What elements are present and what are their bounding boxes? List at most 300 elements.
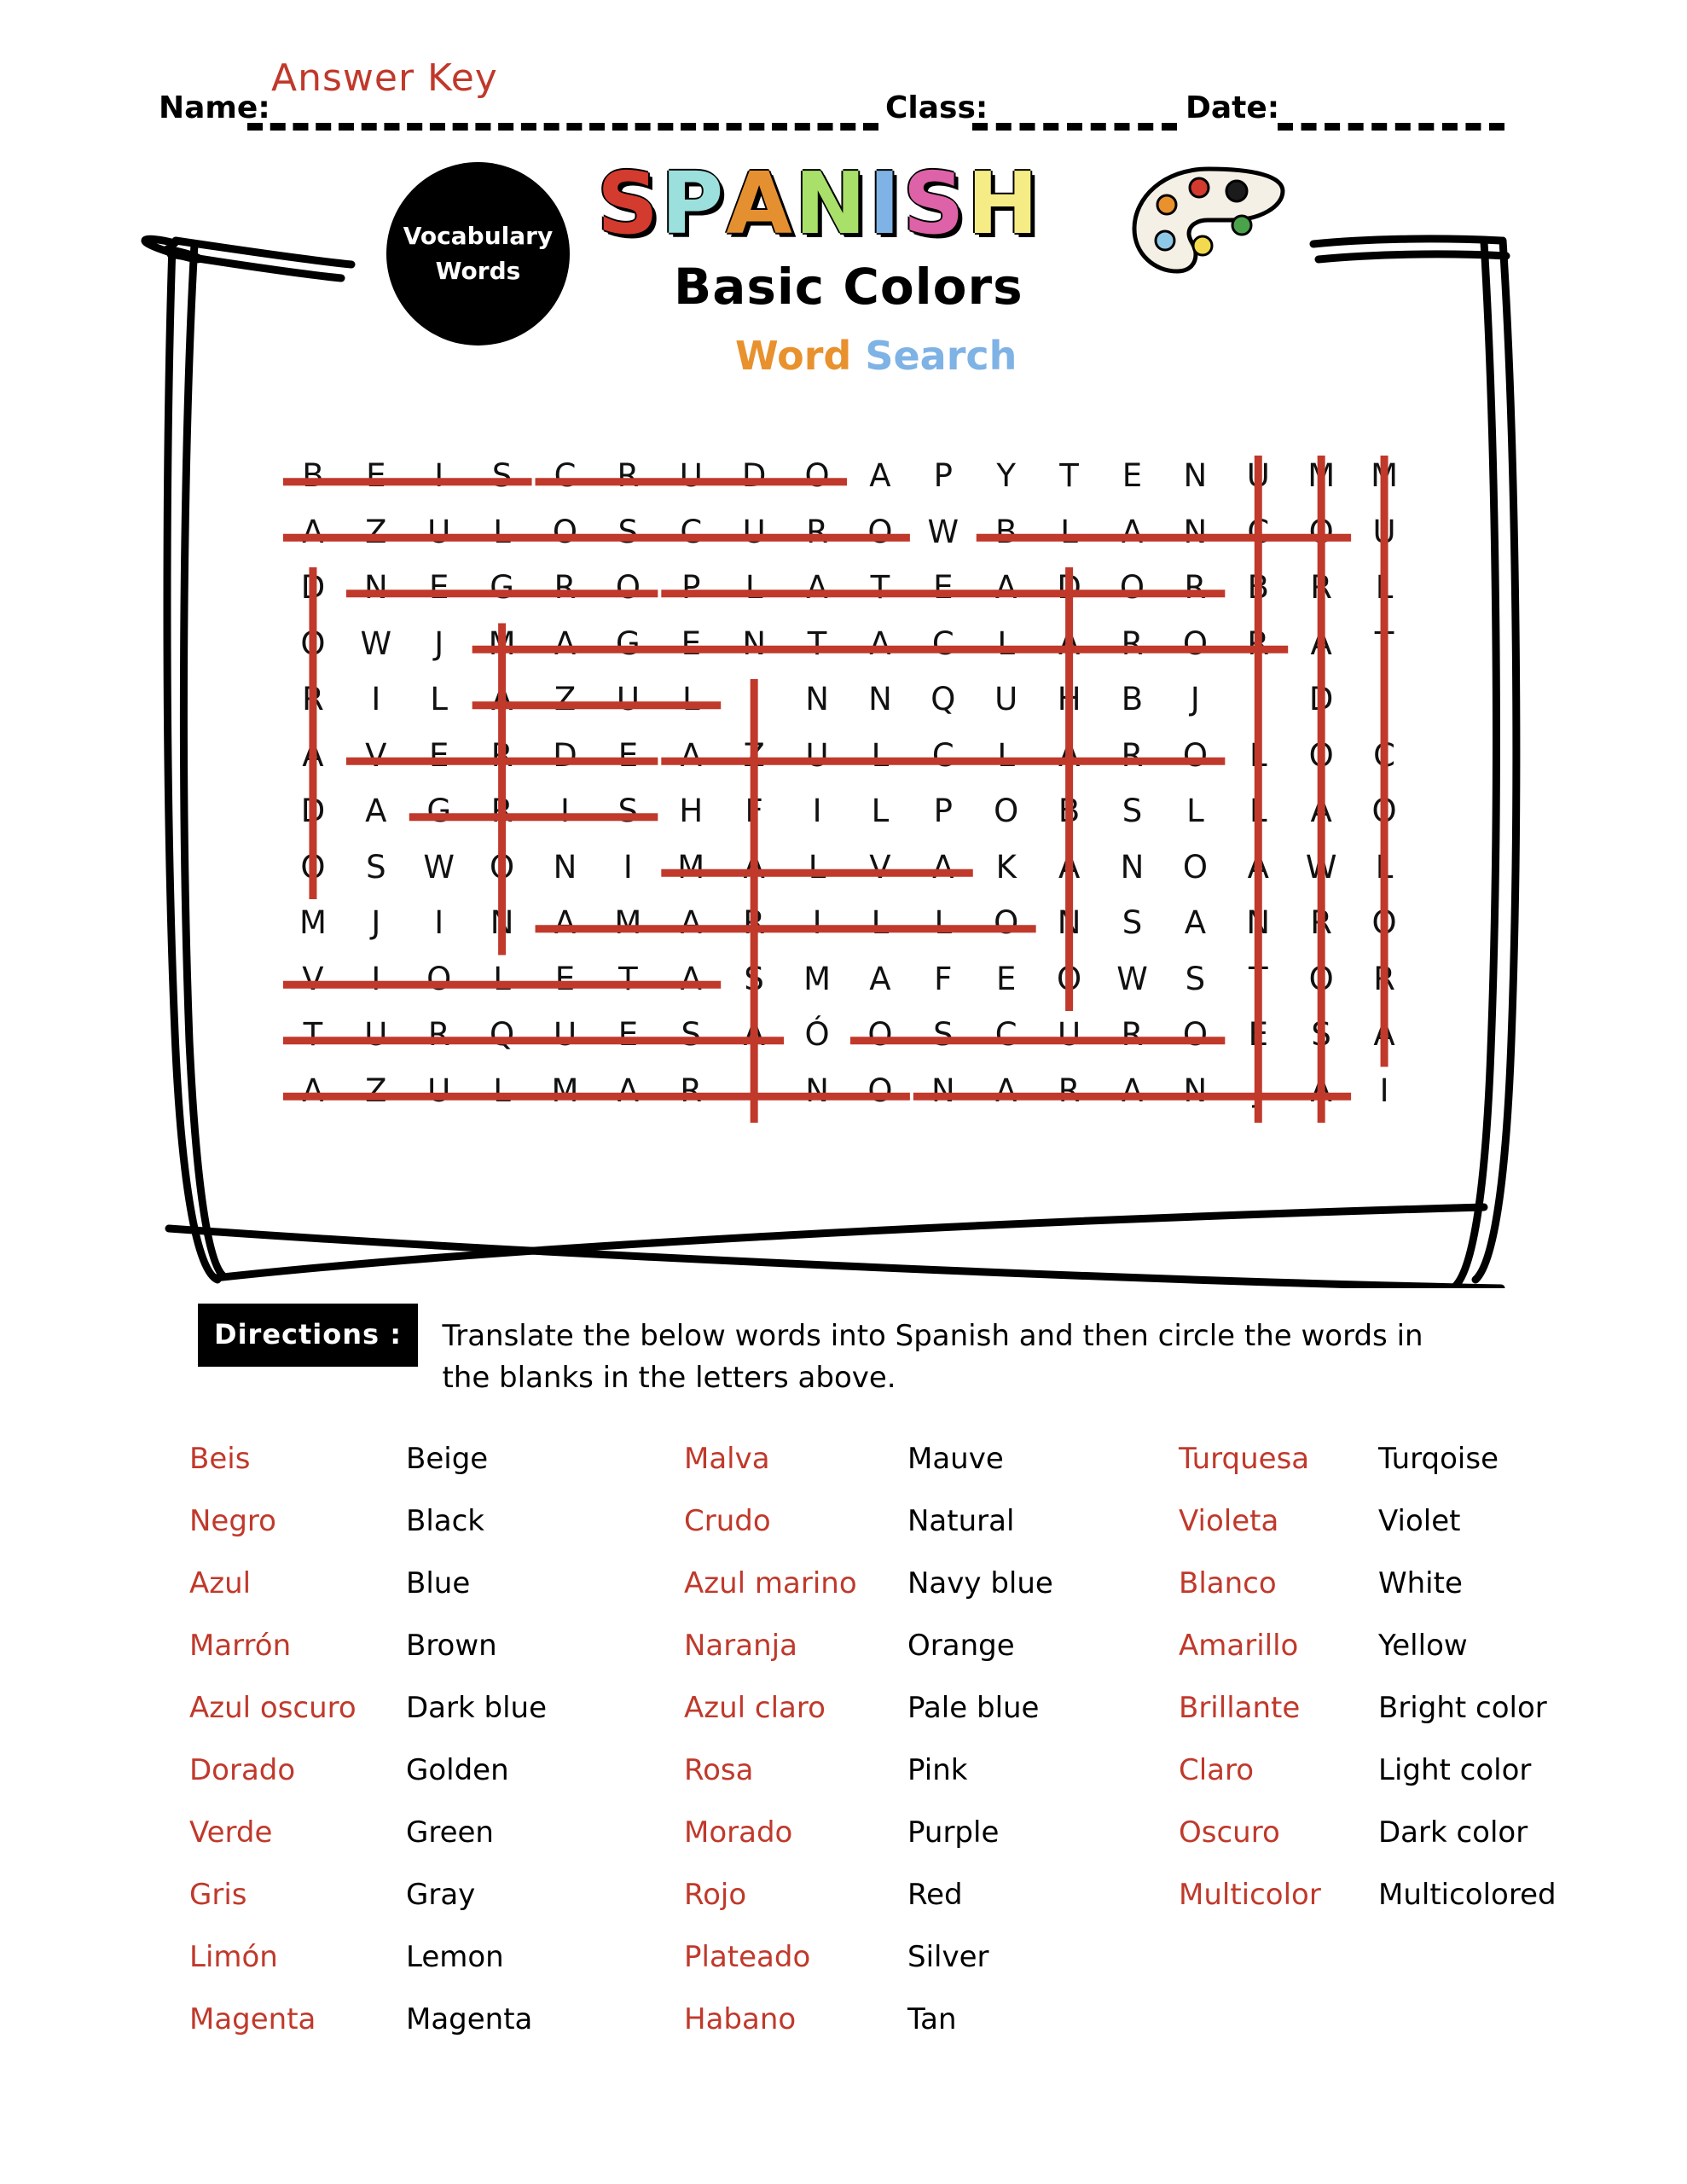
grid-cell-r11-c4[interactable]: M xyxy=(551,1072,579,1109)
answer-key-annotation: Answer Key xyxy=(271,56,498,100)
grid-cell-r7-c11[interactable]: K xyxy=(995,848,1017,886)
grid-cell-r4-c13[interactable]: B xyxy=(1121,681,1144,718)
grid-cell-r11-c2[interactable]: U xyxy=(427,1072,451,1109)
wordlist-spanish-answer: Plateado xyxy=(684,1940,811,1974)
grid-cell-r1-c9[interactable]: O xyxy=(867,513,893,550)
grid-cell-r6-c9[interactable]: L xyxy=(871,793,890,830)
grid-cell-r2-c11[interactable]: A xyxy=(995,569,1017,607)
grid-cell-r2-c8[interactable]: A xyxy=(806,569,828,607)
grid-cell-r4-c6[interactable]: L xyxy=(681,681,700,718)
wordlist-spanish-answer: Dorado xyxy=(189,1753,296,1787)
subtitle-basic-colors: Basic Colors xyxy=(674,258,1023,316)
grid-cell-r7-c8[interactable]: L xyxy=(808,848,826,886)
wordlist-row xyxy=(189,1878,684,1940)
grid-cell-r4-c2[interactable]: L xyxy=(430,681,449,718)
grid-cell-r2-c10[interactable]: E xyxy=(933,569,954,607)
grid-cell-r3-c9[interactable]: A xyxy=(869,624,891,662)
grid-cell-r10-c4[interactable]: U xyxy=(553,1016,577,1054)
grid-cell-r9-c8[interactable]: M xyxy=(803,960,832,997)
spanish-letter-6: H xyxy=(966,154,1041,253)
grid-cell-r7-c7[interactable]: A xyxy=(743,848,765,886)
wordlist-row xyxy=(684,1442,1179,1504)
spanish-letter-4: I xyxy=(868,154,903,253)
grid-cell-r10-c8[interactable]: Ó xyxy=(804,1016,830,1054)
wordlist-english-prompt: Brown xyxy=(406,1629,497,1663)
grid-cell-r1-c14[interactable]: N xyxy=(1183,513,1208,550)
grid-cell-r7-c2[interactable]: W xyxy=(423,848,455,886)
grid-cell-r3-c2[interactable]: J xyxy=(434,624,444,662)
wordlist-row xyxy=(189,1815,684,1878)
grid-cell-r10-c2[interactable]: R xyxy=(427,1016,450,1054)
wordlist-row xyxy=(1179,1442,1571,1504)
grid-cell-r11-c17[interactable]: I xyxy=(1379,1072,1389,1109)
wordlist-row xyxy=(1179,1878,1571,1940)
wordlist-row xyxy=(1179,1629,1571,1691)
grid-cell-r8-c11[interactable]: O xyxy=(994,904,1019,942)
wordlist-row xyxy=(189,1753,684,1815)
grid-cell-r4-c15[interactable]: I xyxy=(1253,681,1263,718)
wordlist-english-prompt: Orange xyxy=(907,1629,1015,1663)
grid-cell-r3-c1[interactable]: W xyxy=(360,624,392,662)
grid-cell-r2-c5[interactable]: O xyxy=(615,569,641,607)
grid-cell-r5-c12[interactable]: A xyxy=(1058,736,1081,774)
grid-cell-r4-c17[interactable]: I xyxy=(1379,681,1389,718)
grid-cell-r11-c3[interactable]: L xyxy=(493,1072,511,1109)
grid-cell-r0-c0[interactable]: B xyxy=(302,457,324,495)
grid-cell-r9-c15[interactable]: T xyxy=(1248,960,1268,997)
grid-cell-r1-c5[interactable]: S xyxy=(617,513,639,550)
spanish-letter-3: N xyxy=(794,154,869,253)
grid-cell-r11-c15[interactable]: J xyxy=(1253,1072,1263,1109)
grid-cell-r4-c3[interactable]: A xyxy=(490,681,513,718)
grid-cell-r0-c1[interactable]: E xyxy=(366,457,386,495)
grid-cell-r2-c14[interactable]: R xyxy=(1184,569,1207,607)
grid-cell-r11-c8[interactable]: N xyxy=(805,1072,829,1109)
grid-cell-r0-c4[interactable]: C xyxy=(554,457,577,495)
grid-cell-r10-c0[interactable]: T xyxy=(303,1016,323,1054)
grid-cell-r2-c9[interactable]: T xyxy=(870,569,890,607)
wordlist-english-prompt: Red xyxy=(907,1878,963,1912)
grid-cell-r1-c17[interactable]: U xyxy=(1372,513,1396,550)
grid-cell-r4-c12[interactable]: H xyxy=(1057,681,1081,718)
grid-cell-r7-c6[interactable]: M xyxy=(677,848,705,886)
wordlist-row xyxy=(684,1878,1179,1940)
directions-section xyxy=(198,1304,1528,1400)
grid-cell-r8-c5[interactable]: M xyxy=(614,904,642,942)
spanish-letter-5: S xyxy=(902,154,967,253)
grid-cell-r10-c9[interactable]: O xyxy=(867,1016,893,1054)
grid-cell-r10-c3[interactable]: Q xyxy=(490,1016,515,1054)
vocab-line-1: Vocabulary xyxy=(403,221,554,250)
grid-cell-r0-c2[interactable]: I xyxy=(434,457,444,495)
grid-cell-r11-c12[interactable]: R xyxy=(1058,1072,1081,1109)
wordlist-spanish-answer: Brillante xyxy=(1179,1691,1301,1725)
grid-cell-r4-c8[interactable]: N xyxy=(805,681,829,718)
wordlist-english-prompt: Blue xyxy=(406,1566,471,1600)
grid-cell-r4-c4[interactable]: Z xyxy=(554,681,577,718)
wordlist-spanish-answer: Azul xyxy=(189,1566,252,1600)
wordlist-english-prompt: Lemon xyxy=(406,1940,504,1974)
grid-cell-r1-c15[interactable]: C xyxy=(1247,513,1270,550)
wordlist-spanish-answer: Turquesa xyxy=(1179,1442,1310,1476)
grid-cell-r11-c6[interactable]: R xyxy=(680,1072,703,1109)
grid-cell-r0-c16[interactable]: M xyxy=(1307,457,1336,495)
grid-cell-r5-c8[interactable]: U xyxy=(805,736,829,774)
grid-cell-r5-c17[interactable]: C xyxy=(1373,736,1395,774)
wordlist-english-prompt: Turqoise xyxy=(1378,1442,1499,1476)
wordlist-english-prompt: Dark blue xyxy=(406,1691,547,1725)
wordlist-column-1 xyxy=(189,1442,684,2065)
grid-cell-r5-c9[interactable]: L xyxy=(871,736,890,774)
vocab-line-2: Words xyxy=(435,256,521,285)
grid-cell-r10-c1[interactable]: U xyxy=(364,1016,388,1054)
grid-cell-r2-c3[interactable]: G xyxy=(490,569,514,607)
grid-cell-r10-c5[interactable]: E xyxy=(617,1016,639,1054)
grid-cell-r10-c13[interactable]: R xyxy=(1121,1016,1144,1054)
grid-cell-r10-c6[interactable]: S xyxy=(681,1016,702,1054)
grid-cell-r7-c9[interactable]: V xyxy=(869,848,891,886)
grid-cell-r2-c2[interactable]: E xyxy=(429,569,449,607)
wordlist-spanish-answer: Marrón xyxy=(189,1629,292,1663)
wordlist-spanish-answer: Magenta xyxy=(189,2002,316,2036)
grid-cell-r6-c12[interactable]: B xyxy=(1058,793,1081,830)
wordlist-english-prompt: Purple xyxy=(907,1815,1000,1850)
date-label: Date: xyxy=(1186,90,1280,125)
date-blank-line[interactable] xyxy=(1278,123,1504,131)
grid-cell-r1-c8[interactable]: R xyxy=(806,513,828,550)
wordlist-english-prompt: Gray xyxy=(406,1878,476,1912)
wordlist-spanish-answer: Violeta xyxy=(1179,1504,1279,1538)
grid-cell-r7-c3[interactable]: Ó xyxy=(490,848,515,886)
grid-cell-r11-c1[interactable]: Z xyxy=(365,1072,387,1109)
name-blank-line[interactable] xyxy=(247,123,878,131)
grid-cell-r5-c1[interactable]: V xyxy=(365,736,387,774)
grid-cell-r1-c1[interactable]: Z xyxy=(365,513,387,550)
wordlist-row xyxy=(189,1442,684,1504)
grid-cell-r6-c2[interactable]: G xyxy=(426,793,452,830)
wordlist-spanish-answer: Blanco xyxy=(1179,1566,1277,1600)
wordlist-spanish-answer: Rojo xyxy=(684,1878,747,1912)
grid-cell-r8-c6[interactable]: A xyxy=(680,904,702,942)
wordlist-row xyxy=(1179,1566,1571,1629)
grid-cell-r3-c6[interactable]: E xyxy=(681,624,701,662)
grid-cell-r5-c3[interactable]: R xyxy=(490,736,513,774)
grid-cell-r1-c7[interactable]: U xyxy=(742,513,766,550)
class-label: Class: xyxy=(885,90,988,125)
grid-cell-r8-c1[interactable]: J xyxy=(371,904,381,942)
class-blank-line[interactable] xyxy=(972,123,1177,131)
grid-cell-r6-c11[interactable]: O xyxy=(994,793,1019,830)
grid-cell-r0-c10[interactable]: P xyxy=(933,457,953,495)
grid-cell-r2-c7[interactable]: L xyxy=(745,569,763,607)
word-search-label xyxy=(735,333,1017,379)
grid-cell-r5-c10[interactable]: C xyxy=(931,736,954,774)
grid-cell-r4-c0[interactable]: R xyxy=(302,681,324,718)
grid-cell-r11-c13[interactable]: A xyxy=(1121,1072,1144,1109)
grid-cell-r1-c16[interactable]: O xyxy=(1308,513,1334,550)
grid-cell-r5-c15[interactable]: L xyxy=(1249,736,1267,774)
grid-cell-r6-c16[interactable]: A xyxy=(1310,793,1332,830)
grid-cell-r4-c14[interactable]: J xyxy=(1190,681,1200,718)
grid-cell-r9-c11[interactable]: E xyxy=(996,960,1017,997)
grid-cell-r11-c9[interactable]: O xyxy=(867,1072,893,1109)
grid-cell-r6-c13[interactable]: S xyxy=(1122,793,1143,830)
wordlist-english-prompt: Golden xyxy=(406,1753,509,1787)
wordlist-row xyxy=(189,1629,684,1691)
grid-cell-r7-c17[interactable]: L xyxy=(1375,848,1394,886)
grid-cell-r6-c3[interactable]: R xyxy=(490,793,513,830)
grid-cell-r5-c14[interactable]: O xyxy=(1182,736,1208,774)
grid-cell-r8-c13[interactable]: S xyxy=(1122,904,1143,942)
grid-cell-r10-c16[interactable]: S xyxy=(1311,1016,1331,1054)
grid-cell-r3-c11[interactable]: L xyxy=(997,624,1016,662)
grid-cell-r3-c5[interactable]: G xyxy=(616,624,641,662)
grid-cell-r6-c17[interactable]: O xyxy=(1371,793,1397,830)
wordlist-english-prompt: Bright color xyxy=(1378,1691,1547,1725)
name-label: Name: xyxy=(159,90,270,125)
grid-cell-r3-c17[interactable]: T xyxy=(1374,624,1394,662)
grid-cell-r6-c1[interactable]: A xyxy=(365,793,387,830)
grid-cell-r4-c10[interactable]: Q xyxy=(930,681,956,718)
grid-cell-r5-c2[interactable]: E xyxy=(429,736,449,774)
wordlist-spanish-answer: Amarillo xyxy=(1179,1629,1299,1663)
grid-cell-r9-c10[interactable]: F xyxy=(934,960,953,997)
grid-cell-r2-c1[interactable]: N xyxy=(363,569,388,607)
grid-cell-r5-c13[interactable]: R xyxy=(1121,736,1144,774)
grid-cell-r1-c3[interactable]: L xyxy=(493,513,511,550)
grid-cell-r6-c6[interactable]: H xyxy=(679,793,704,830)
student-info-header xyxy=(0,56,1687,126)
wordlist-spanish-answer: Verde xyxy=(189,1815,273,1850)
grid-cell-r2-c15[interactable]: B xyxy=(1247,569,1269,607)
grid-cell-r1-c12[interactable]: L xyxy=(1060,513,1078,550)
wordlist-row xyxy=(684,2002,1179,2065)
grid-cell-r9-c4[interactable]: E xyxy=(554,960,576,997)
grid-cell-r2-c16[interactable]: R xyxy=(1310,569,1333,607)
grid-cell-r2-c13[interactable]: O xyxy=(1119,569,1145,607)
grid-cell-r10-c11[interactable]: C xyxy=(994,1016,1017,1054)
grid-cell-r10-c15[interactable]: E xyxy=(1248,1016,1268,1054)
grid-cell-r9-c1[interactable]: I xyxy=(371,960,381,997)
grid-cell-r0-c12[interactable]: T xyxy=(1059,457,1079,495)
grid-cell-r9-c13[interactable]: W xyxy=(1116,960,1148,997)
grid-cell-r8-c14[interactable]: A xyxy=(1184,904,1207,942)
grid-cell-r10-c7[interactable]: A xyxy=(743,1016,765,1054)
grid-cell-r9-c9[interactable]: A xyxy=(869,960,891,997)
wordlist-english-prompt: White xyxy=(1378,1566,1463,1600)
grid-cell-r11-c14[interactable]: N xyxy=(1183,1072,1208,1109)
grid-cell-r5-c5[interactable]: E xyxy=(617,736,639,774)
grid-cell-r6-c7[interactable]: F xyxy=(745,793,763,830)
grid-cell-r6-c8[interactable]: I xyxy=(812,793,822,830)
grid-cell-r2-c6[interactable]: P xyxy=(681,569,701,607)
grid-cell-r3-c7[interactable]: N xyxy=(742,624,766,662)
grid-cell-r6-c14[interactable]: L xyxy=(1186,793,1204,830)
grid-cell-r1-c6[interactable]: C xyxy=(680,513,703,550)
grid-cell-r10-c14[interactable]: O xyxy=(1182,1016,1208,1054)
wordlist-row xyxy=(1179,1504,1571,1566)
grid-cell-r3-c14[interactable]: O xyxy=(1182,624,1208,662)
grid-cell-r4-c16[interactable]: D xyxy=(1308,681,1334,718)
grid-cell-r1-c0[interactable]: A xyxy=(302,513,324,550)
grid-cell-r4-c5[interactable]: U xyxy=(616,681,640,718)
grid-cell-r3-c4[interactable]: A xyxy=(554,624,577,662)
grid-cell-r0-c7[interactable]: D xyxy=(741,457,767,495)
wordlist-spanish-answer: Azul marino xyxy=(684,1566,857,1600)
grid-cell-r7-c5[interactable]: I xyxy=(623,848,633,886)
grid-cell-r1-c11[interactable]: B xyxy=(995,513,1017,550)
grid-cell-r7-c10[interactable]: A xyxy=(932,848,954,886)
grid-cell-r8-c4[interactable]: A xyxy=(554,904,577,942)
grid-cell-r7-c14[interactable]: O xyxy=(1182,848,1208,886)
grid-cell-r10-c10[interactable]: S xyxy=(933,1016,954,1054)
grid-cell-r0-c5[interactable]: R xyxy=(617,457,640,495)
grid-cell-r8-c3[interactable]: N xyxy=(490,904,514,942)
grid-cell-r5-c6[interactable]: A xyxy=(680,736,702,774)
wordlist-english-prompt: Multicolored xyxy=(1378,1878,1557,1912)
grid-cell-r3-c10[interactable]: C xyxy=(931,624,954,662)
wordlist-english-prompt: Dark color xyxy=(1378,1815,1528,1850)
grid-cell-r8-c7[interactable]: R xyxy=(743,904,766,942)
grid-cell-r9-c12[interactable]: O xyxy=(1057,960,1082,997)
wordlist-row xyxy=(189,2002,684,2065)
grid-cell-r8-c17[interactable]: O xyxy=(1371,904,1397,942)
grid-cell-r2-c0[interactable]: D xyxy=(300,569,326,607)
grid-cell-r8-c8[interactable]: I xyxy=(812,904,822,942)
grid-cell-r0-c8[interactable]: O xyxy=(804,457,830,495)
spanish-letter-2: A xyxy=(726,154,795,253)
wordlist-spanish-answer: Malva xyxy=(684,1442,770,1476)
grid-cell-r3-c12[interactable]: A xyxy=(1058,624,1081,662)
grid-cell-r4-c9[interactable]: N xyxy=(868,681,892,718)
word-search-puzzle xyxy=(281,448,1416,1130)
grid-cell-r7-c16[interactable]: W xyxy=(1305,848,1337,886)
grid-cell-r8-c2[interactable]: I xyxy=(434,904,444,942)
grid-cell-r8-c9[interactable]: L xyxy=(871,904,890,942)
grid-cell-r0-c6[interactable]: U xyxy=(679,457,703,495)
grid-cell-r9-c3[interactable]: L xyxy=(493,960,511,997)
grid-cell-r5-c7[interactable]: Z xyxy=(743,736,765,774)
wordlist-spanish-answer: Claro xyxy=(1179,1753,1255,1787)
wordlist-row xyxy=(189,1691,684,1753)
grid-cell-r11-c5[interactable]: A xyxy=(617,1072,640,1109)
grid-cell-r8-c12[interactable]: N xyxy=(1057,904,1081,942)
grid-cell-r7-c4[interactable]: N xyxy=(553,848,577,886)
grid-cell-r6-c5[interactable]: S xyxy=(617,793,639,830)
grid-cell-r2-c4[interactable]: R xyxy=(554,569,577,607)
wordlist-english-prompt: Black xyxy=(406,1504,484,1538)
spanish-title xyxy=(597,154,1041,253)
wordlist-row xyxy=(1179,1691,1571,1753)
grid-cell-r9-c7[interactable]: S xyxy=(744,960,764,997)
artist-palette-icon xyxy=(1128,162,1290,282)
grid-cell-r7-c0[interactable]: O xyxy=(300,848,326,886)
grid-cell-r5-c4[interactable]: D xyxy=(553,736,577,774)
grid-cell-r11-c0[interactable]: A xyxy=(302,1072,324,1109)
grid-cell-r5-c0[interactable]: A xyxy=(302,736,324,774)
wordlist-row xyxy=(1179,1815,1571,1878)
grid-cell-r1-c2[interactable]: U xyxy=(427,513,451,550)
wordlist-spanish-answer: Negro xyxy=(189,1504,276,1538)
grid-cell-r9-c16[interactable]: O xyxy=(1308,960,1334,997)
grid-cell-r8-c15[interactable]: N xyxy=(1246,904,1271,942)
grid-cell-r3-c15[interactable]: R xyxy=(1247,624,1270,662)
grid-cell-r0-c13[interactable]: E xyxy=(1122,457,1143,495)
wordlist-row xyxy=(684,1815,1179,1878)
grid-cell-r5-c11[interactable]: L xyxy=(997,736,1016,774)
grid-cell-r9-c14[interactable]: S xyxy=(1185,960,1206,997)
grid-cell-r0-c17[interactable]: M xyxy=(1371,457,1399,495)
wordlist-spanish-answer: Azul oscuro xyxy=(189,1691,357,1725)
grid-cell-r6-c0[interactable]: D xyxy=(300,793,326,830)
vocabulary-word-list xyxy=(189,1442,1571,2065)
wordlist-row xyxy=(684,1566,1179,1629)
vocabulary-words-badge xyxy=(386,162,570,346)
letter-grid xyxy=(281,448,1416,1118)
grid-cell-r6-c10[interactable]: P xyxy=(933,793,953,830)
grid-cell-r7-c13[interactable]: N xyxy=(1120,848,1145,886)
grid-cell-r8-c10[interactable]: L xyxy=(934,904,953,942)
grid-cell-r3-c8[interactable]: T xyxy=(807,624,827,662)
wordlist-column-3 xyxy=(1179,1442,1571,2065)
wordlist-column-2 xyxy=(684,1442,1179,2065)
wordlist-row xyxy=(189,1504,684,1566)
grid-cell-r9-c6[interactable]: A xyxy=(680,960,702,997)
grid-cell-r0-c3[interactable]: S xyxy=(491,457,513,495)
grid-cell-r4-c7[interactable]: I xyxy=(749,681,759,718)
grid-cell-r6-c4[interactable]: I xyxy=(560,793,570,830)
grid-cell-r0-c14[interactable]: N xyxy=(1183,457,1208,495)
grid-cell-r3-c13[interactable]: R xyxy=(1121,624,1144,662)
wordlist-row xyxy=(684,1753,1179,1815)
grid-cell-r7-c12[interactable]: A xyxy=(1058,848,1081,886)
wordlist-english-prompt: Pale blue xyxy=(907,1691,1040,1725)
grid-cell-r0-c9[interactable]: A xyxy=(869,457,891,495)
grid-cell-r9-c17[interactable]: R xyxy=(1373,960,1395,997)
grid-cell-r3-c16[interactable]: A xyxy=(1310,624,1332,662)
grid-cell-r4-c11[interactable]: U xyxy=(994,681,1018,718)
grid-cell-r1-c13[interactable]: A xyxy=(1121,513,1144,550)
grid-cell-r7-c1[interactable]: S xyxy=(366,848,386,886)
grid-cell-r1-c4[interactable]: O xyxy=(552,513,578,550)
grid-cell-r4-c1[interactable]: I xyxy=(371,681,381,718)
grid-cell-r1-c10[interactable]: W xyxy=(927,513,959,550)
grid-cell-r9-c5[interactable]: T xyxy=(618,960,638,997)
grid-cell-r2-c12[interactable]: D xyxy=(1057,569,1081,607)
grid-cell-r10-c17[interactable]: A xyxy=(1373,1016,1395,1054)
grid-cell-r2-c17[interactable]: L xyxy=(1375,569,1394,607)
grid-cell-r9-c2[interactable]: O xyxy=(426,960,452,997)
grid-cell-r8-c0[interactable]: M xyxy=(299,904,327,942)
grid-cell-r9-c0[interactable]: V xyxy=(302,960,324,997)
grid-cell-r11-c11[interactable]: A xyxy=(995,1072,1017,1109)
grid-cell-r11-c16[interactable]: A xyxy=(1310,1072,1332,1109)
spanish-letter-0: S xyxy=(597,154,662,253)
grid-cell-r11-c10[interactable]: N xyxy=(930,1072,955,1109)
grid-cell-r6-c15[interactable]: L xyxy=(1249,793,1267,830)
grid-cell-r3-c3[interactable]: M xyxy=(488,624,516,662)
grid-cell-r0-c15[interactable]: U xyxy=(1246,457,1270,495)
grid-cell-r3-c0[interactable]: O xyxy=(300,624,326,662)
grid-cell-r8-c16[interactable]: R xyxy=(1310,904,1333,942)
grid-cell-r10-c12[interactable]: U xyxy=(1058,1016,1081,1054)
grid-cell-r5-c16[interactable]: O xyxy=(1308,736,1334,774)
wordlist-spanish-answer: Beis xyxy=(189,1442,251,1476)
grid-cell-r11-c7[interactable]: I xyxy=(749,1072,759,1109)
grid-cell-r7-c15[interactable]: A xyxy=(1247,848,1269,886)
directions-badge: Directions : xyxy=(198,1304,418,1367)
grid-cell-r0-c11[interactable]: Y xyxy=(996,457,1017,495)
